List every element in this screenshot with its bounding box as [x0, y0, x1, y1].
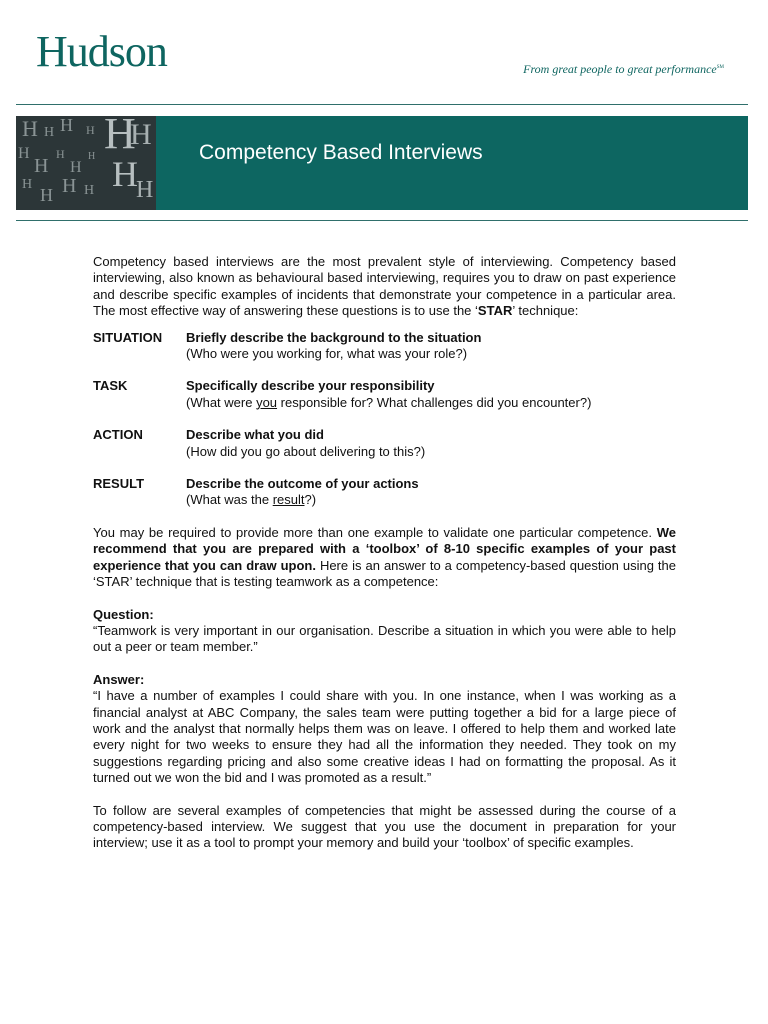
- star-situation: [93, 330, 676, 363]
- underlined-word: you: [256, 394, 278, 410]
- star-key: RESULT: [93, 476, 145, 492]
- question-text: “Teamwork is very important in our organisation. Describe a situation in which you were able to help out a peer or team member.”: [93, 622, 676, 655]
- letter-pattern-image: H H H H H H H H H H H H H H H H H: [16, 116, 156, 210]
- question-label: Question:: [93, 606, 154, 622]
- service-mark: SM: [716, 65, 724, 70]
- closing-paragraph: To follow are several examples of competencies that might be assessed during the course of a competency-based interview. We suggest that you use the document in preparation for your interview; use it as a tool to prompt your memory and build your ‘toolbox’ of specific examples.: [93, 802, 676, 851]
- star-note: (Who were you working for, what was your role?): [186, 346, 468, 362]
- star-note: (What was the result?): [186, 492, 317, 508]
- intro-paragraph: [93, 254, 676, 320]
- recommend-post: Here is an answer to a competency-based question using the ‘STAR’ technique that is testing teamwork as a competence:: [93, 557, 676, 590]
- intro-text: Competency based interviews are the most prevalent style of interviewing. Competency based interviewing, also known as behavioural based interviewing, requires you to draw on past experience and describe specific examples of incidents that demonstrate your competence in a particular area. The most effective way of answering these questions is to use the ‘: [93, 254, 676, 319]
- recommend-pre: You may be required to provide more than one example to validate one particular competence.: [93, 524, 657, 540]
- bottom-divider: [16, 220, 748, 221]
- recommend-bold: We recommend that you are prepared with a ‘toolbox’ of 8-10 specific examples of your past experience that you can draw upon.: [93, 524, 676, 573]
- top-divider: [16, 104, 748, 105]
- answer-label: Answer:: [93, 671, 145, 687]
- star-title: Describe what you did: [186, 427, 324, 443]
- star-emphasis: STAR: [477, 303, 513, 319]
- answer-text: “I have a number of examples I could share with you. In one instance, when I was working as a financial analyst at ABC Company, the sales team were putting together a bid for a large piece of work and the analyst that normally helps them was on leave. I offered to help them and worked late every night for two weeks to ensure they had all the information they needed. They took on my suggestions regarding pricing and also some creative ideas I had on formatting the proposal. As it turned out we won the bid and I was promoted as a result.”: [93, 688, 676, 786]
- tagline: [523, 62, 724, 77]
- hudson-logo: Hudson: [36, 27, 167, 76]
- star-task: [93, 378, 676, 411]
- star-note: (What were you responsible for? What challenges did you encounter?): [186, 394, 592, 410]
- tagline-text: From great people to great performance: [523, 62, 717, 76]
- star-title: Describe the outcome of your actions: [186, 476, 419, 492]
- star-action: [93, 427, 676, 460]
- page-title: Competency Based Interviews: [199, 141, 483, 164]
- title-banner: [16, 116, 748, 210]
- underlined-word: result: [272, 492, 305, 508]
- recommend-paragraph: [93, 525, 676, 591]
- star-key: SITUATION: [93, 329, 163, 345]
- star-title: Specifically describe your responsibility: [186, 378, 435, 394]
- star-title: Briefly describe the background to the situation: [186, 329, 482, 345]
- document-body: [93, 254, 676, 852]
- star-note: (How did you go about delivering to this?): [186, 443, 426, 459]
- star-key: ACTION: [93, 427, 143, 443]
- intro-end: ’ technique:: [512, 303, 579, 319]
- star-key: TASK: [93, 378, 128, 394]
- star-result: [93, 476, 676, 509]
